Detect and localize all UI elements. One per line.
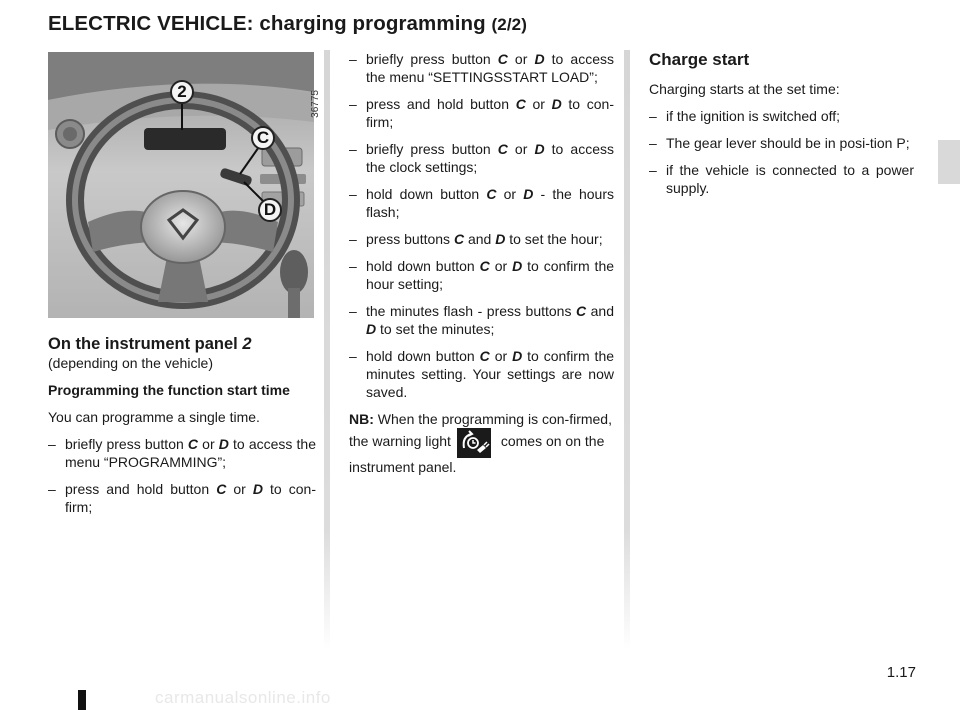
intro-text: Charging starts at the set time: [649,81,840,97]
middle-column [349,50,614,485]
watermark: carmanualsonline.info [155,688,331,707]
list-item: – briefly press button C or D to access the menu “PROGRAMMING”; [48,435,316,471]
charging-timer-warning-icon [457,428,491,458]
list-item: – The gear lever should be in posi-tion P; [649,134,914,152]
column-divider [324,50,330,650]
list-item: – if the ignition is switched off; [649,107,914,125]
list-item: – hold down button C or D to confirm the hour setting; [349,257,614,293]
charge-start-list [649,107,914,197]
list-item: – briefly press button C or D to access the menu “SETTINGSSTART LOAD”; [349,50,614,86]
nb-label: NB: [349,411,374,427]
figure-reference-number: 36775 [310,90,321,118]
page-part-indicator: (2/2) [491,15,528,34]
section-title-instrument-panel: On the instrument panel 2 [48,335,252,353]
list-item: – the minutes flash - press buttons C and D to set the minutes; [349,302,614,338]
bottom-bar [78,690,86,710]
column-divider [624,50,630,650]
callout-2: 2 [170,80,194,104]
right-column [649,50,914,206]
chapter-tab [938,140,960,184]
left-step-list [48,435,316,516]
page-title [48,12,527,36]
list-item: – press buttons C and D to set the hour; [349,230,614,248]
page-number: 1.17 [886,664,916,681]
page-title-text: ELECTRIC VEHICLE: charging programming [48,12,486,35]
dashboard-illustration [48,52,321,318]
section-note: (depending on the vehicle) [48,355,214,371]
intro-text: You can programme a single time. [48,409,260,425]
list-item: – press and hold button C or D to con-firm; [349,95,614,131]
middle-step-list [349,50,614,401]
callout-c: C [251,126,275,150]
section-number: 2 [242,335,252,353]
list-item: – hold down button C or D to confirm the minutes setting. Your settings are now saved. [349,347,614,401]
callout-d: D [258,198,282,222]
list-item: – briefly press button C or D to access the clock settings; [349,140,614,176]
sub-heading: Programming the function start time [48,382,290,398]
charge-start-heading: Charge start [649,50,750,69]
list-item: – if the vehicle is connected to a power supply. [649,161,914,197]
list-item: – hold down button C or D - the hours flash; [349,185,614,221]
left-column [48,334,316,525]
list-item: – press and hold button C or D to con-firm; [48,480,316,516]
nb-note: NB: When the programming is con-firmed, the warning light comes on on the instrument panel. [349,411,612,475]
